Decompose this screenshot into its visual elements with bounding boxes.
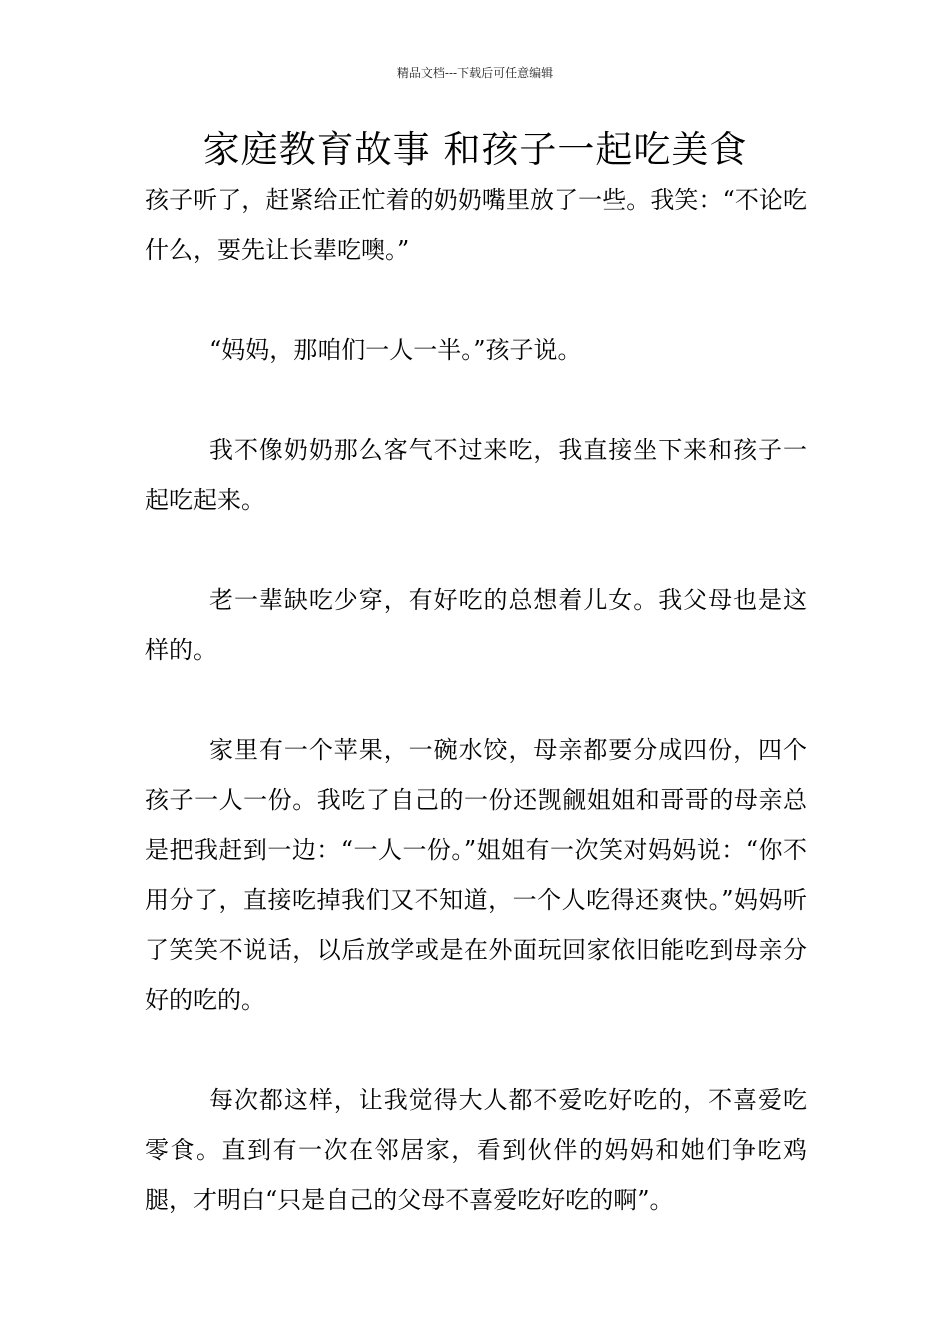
paragraph: 家里有一个苹果，一碗水饺，母亲都要分成四份，四个孩子一人一份。我吃了自己的一份还觊觎姐姐和哥哥的母亲总是把我赶到一边：“一人一份。”姐姐有一次笑对妈妈说：“你不用分了，直接吃掉我们又不知道，一个人吃得还爽快。”妈妈听了笑笑不说话，以后放学或是在外面玩回家依旧能吃到母亲分好的吃的。 <box>145 736 807 1014</box>
page-header: 精品文档---下载后可任意编辑 <box>396 66 554 80</box>
document-title: 家庭教育故事 和孩子一起吃美食 <box>202 128 748 171</box>
paragraph: 孩子听了，赶紧给正忙着的奶奶嘴里放了一些。我笑：“不论吃什么，要先让长辈吃噢。” <box>145 186 807 264</box>
document-body <box>145 175 807 1275</box>
paragraph: 每次都这样，让我觉得大人都不爱吃好吃的，不喜爱吃零食。直到有一次在邻居家，看到伙伴的妈妈和她们争吃鸡腿，才明白“只是自己的父母不喜爱吃好吃的啊”。 <box>145 1086 807 1214</box>
paragraph: 我不像奶奶那么客气不过来吃，我直接坐下来和孩子一起吃起来。 <box>145 436 807 514</box>
paragraph: 老一辈缺吃少穿，有好吃的总想着儿女。我父母也是这样的。 <box>145 586 807 664</box>
paragraph: “妈妈，那咱们一人一半。”孩子说。 <box>209 336 582 364</box>
